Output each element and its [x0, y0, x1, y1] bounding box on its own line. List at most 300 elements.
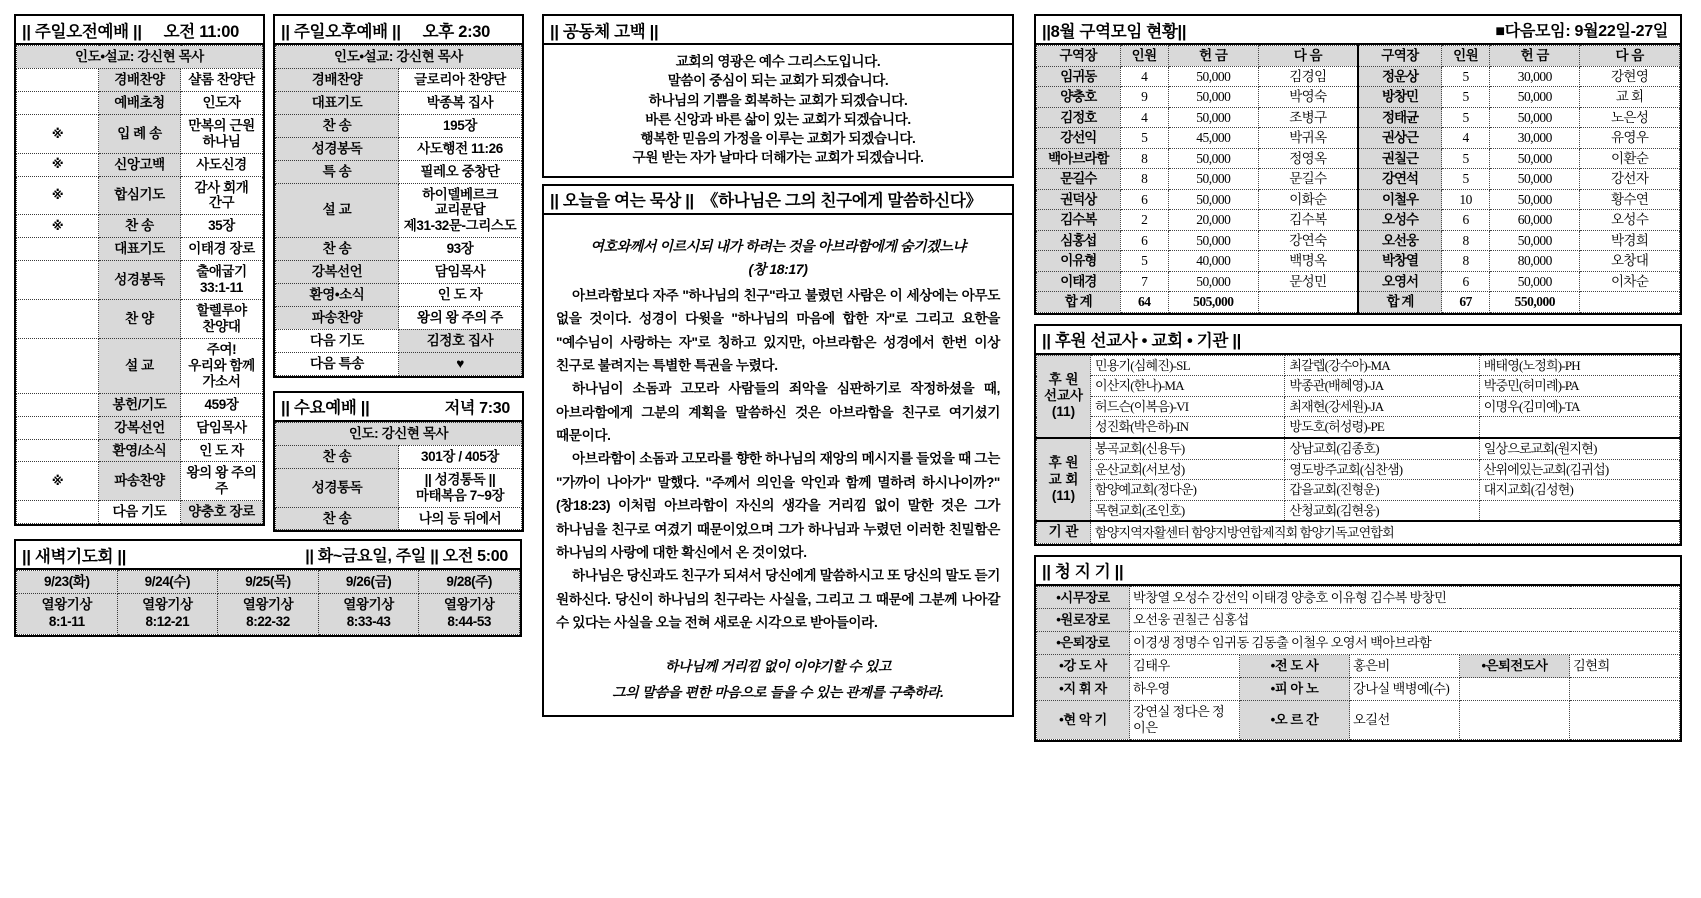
district-leader: 임귀동 — [1037, 66, 1121, 87]
district-row — [1037, 128, 1680, 149]
verse-text: 여호와께서 이르시되 내가 하려는 것을 아브라함에게 숨기겠느냐 — [590, 237, 966, 254]
confession-banner — [542, 14, 1014, 45]
district-header: 인원 — [1120, 46, 1168, 67]
order-row — [17, 462, 263, 501]
confession-line: 바른 신앙과 바른 삶이 있는 교회가 되겠습니다. — [645, 111, 911, 127]
order-value: 나의 등 뒤에서 — [399, 507, 522, 530]
district-next: 이화순 — [1258, 189, 1358, 210]
district-count: 4 — [1120, 66, 1168, 87]
district-leader: 양충호 — [1037, 87, 1121, 108]
district-leader: 권상근 — [1358, 128, 1442, 149]
district-offering: 50,000 — [1168, 107, 1258, 128]
missionary-cell: 최갈렙(강수아)-MA — [1285, 355, 1479, 376]
order-row — [276, 238, 522, 261]
district-row — [1037, 66, 1680, 87]
sunday-morning-time: 오전 11:00 — [163, 22, 240, 41]
order-label: 환영•소식 — [276, 284, 399, 307]
column-district — [1028, 14, 1688, 898]
dawn-reading: 열왕기상 8:22-32 — [218, 594, 319, 635]
order-label: 찬 송 — [276, 238, 399, 261]
order-value: 샬롬 찬양단 — [181, 68, 263, 91]
stewards-table — [1036, 586, 1680, 740]
order-label: 성경봉독 — [99, 261, 181, 300]
district-offering: 40,000 — [1168, 251, 1258, 272]
district-count: 5 — [1442, 169, 1490, 190]
order-value: 감사 회개 간구 — [181, 176, 263, 215]
district-count: 5 — [1120, 128, 1168, 149]
steward-role: •지 휘 자 — [1037, 678, 1130, 701]
district-leader: 김정호 — [1037, 107, 1121, 128]
next-special-value: ♥ — [399, 352, 522, 375]
church-row — [1037, 500, 1680, 521]
district-row — [1037, 251, 1680, 272]
missionary-cell: 성진화(박은하)-IN — [1091, 417, 1285, 438]
order-row — [17, 153, 263, 176]
order-value: 35장 — [181, 215, 263, 238]
steward-filler — [1460, 700, 1570, 739]
steward-role: •강 도 사 — [1037, 655, 1130, 678]
steward-filler — [1570, 700, 1680, 739]
order-row — [276, 307, 522, 330]
order-value: 만복의 근원 하나님 — [181, 114, 263, 153]
order-row — [276, 183, 522, 238]
district-offering: 50,000 — [1490, 107, 1580, 128]
order-value: 301장 / 405장 — [399, 445, 522, 468]
district-leader: 이유형 — [1037, 251, 1121, 272]
dawn-day: 9/28(주) — [419, 571, 520, 594]
order-label: 특 송 — [276, 160, 399, 183]
confession-line: 행복한 믿음의 가정을 이루는 교회가 되겠습니다. — [640, 131, 916, 147]
next-prayer-value: 양충호 장로 — [181, 501, 263, 524]
steward-role: •은퇴장로 — [1037, 632, 1130, 655]
district-offering: 20,000 — [1168, 210, 1258, 231]
order-label: 강복선언 — [276, 261, 399, 284]
district-table — [1036, 45, 1680, 313]
order-label: 입 례 송 — [99, 114, 181, 153]
order-value: || 성경통독 || 마태복음 7~9장 — [399, 468, 522, 507]
district-leader: 오영서 — [1358, 271, 1442, 292]
district-next: 박영숙 — [1258, 87, 1358, 108]
district-count: 5 — [1442, 66, 1490, 87]
order-value: 사도행전 11:26 — [399, 137, 522, 160]
district-next: 강선자 — [1580, 169, 1680, 190]
wednesday-title: || 수요예배 || — [281, 399, 370, 418]
missionary-cell: 배태영(노정희)-PH — [1479, 355, 1679, 376]
district-row — [1037, 210, 1680, 231]
church-row — [1037, 480, 1680, 501]
order-row — [276, 160, 522, 183]
order-mark: ※ — [17, 215, 99, 238]
sunday-afternoon-time: 오후 2:30 — [422, 22, 491, 41]
district-count: 8 — [1120, 169, 1168, 190]
district-leader: 방창민 — [1358, 87, 1442, 108]
support-title: || 후원 선교사 • 교회 • 기관 || — [1042, 332, 1241, 351]
church-row — [1037, 438, 1680, 459]
district-count: 6 — [1120, 189, 1168, 210]
order-value: 인 도 자 — [399, 284, 522, 307]
district-offering: 50,000 — [1490, 271, 1580, 292]
district-row — [1037, 148, 1680, 169]
steward-filler — [1570, 678, 1680, 701]
order-row — [276, 507, 522, 530]
total-next — [1580, 292, 1680, 313]
order-label: 경배찬양 — [276, 68, 399, 91]
district-offering: 50,000 — [1168, 87, 1258, 108]
order-row — [276, 445, 522, 468]
total-count: 64 — [1120, 292, 1168, 313]
dawn-reading: 열왕기상 8:1-11 — [17, 594, 118, 635]
district-leader: 정운상 — [1358, 66, 1442, 87]
total-label: 합 계 — [1037, 292, 1121, 313]
missionary-cell: 허드슨(이복음)-VI — [1091, 396, 1285, 417]
order-mark — [17, 68, 99, 91]
order-label: 설 교 — [99, 338, 181, 393]
order-mark — [17, 501, 99, 524]
district-next: 김수복 — [1258, 210, 1358, 231]
sunday-morning-order-table — [16, 45, 263, 524]
order-mark: ※ — [17, 153, 99, 176]
district-header: 헌 금 — [1168, 46, 1258, 67]
missionary-row — [1037, 376, 1680, 397]
missionary-cell — [1479, 417, 1679, 438]
order-value: 박종복 집사 — [399, 91, 522, 114]
district-next: 문성민 — [1258, 271, 1358, 292]
leader-row — [276, 422, 522, 445]
order-row — [276, 261, 522, 284]
order-value: 왕의 왕 주의 주 — [399, 307, 522, 330]
district-count: 5 — [1442, 148, 1490, 169]
leader-text: 인도•설교: 강신현 목사 — [276, 46, 522, 69]
agency-label: 기 관 — [1037, 521, 1091, 543]
order-row — [17, 68, 263, 91]
church-cell: 봉곡교회(신용두) — [1091, 438, 1285, 459]
order-value: 출애굽기 33:1-11 — [181, 261, 263, 300]
missionary-category-label: 후 원 선교사 (11) — [1037, 355, 1091, 438]
support-banner — [1034, 324, 1682, 355]
order-label: 봉헌/기도 — [99, 393, 181, 416]
order-row — [276, 137, 522, 160]
leader-row — [276, 46, 522, 69]
missionary-cell: 박중민(허미례)-PA — [1479, 376, 1679, 397]
order-mark — [17, 393, 99, 416]
district-next: 유영우 — [1580, 128, 1680, 149]
district-header: 다 음 — [1580, 46, 1680, 67]
district-offering: 50,000 — [1168, 148, 1258, 169]
steward-role: •현 악 기 — [1037, 700, 1130, 739]
order-value: 담임목사 — [181, 416, 263, 439]
district-next: 이차순 — [1580, 271, 1680, 292]
order-row — [276, 91, 522, 114]
steward-names: 강연실 정다은 정이은 — [1130, 700, 1240, 739]
order-label: 경배찬양 — [99, 68, 181, 91]
district-leader: 권덕상 — [1037, 189, 1121, 210]
steward-names: 오선웅 권칠근 심홍섭 — [1130, 609, 1680, 632]
district-count: 4 — [1442, 128, 1490, 149]
dawn-day: 9/26(금) — [318, 571, 419, 594]
church-cell: 상남교회(김종호) — [1285, 438, 1479, 459]
order-row — [17, 91, 263, 114]
sunday-morning-box — [14, 45, 265, 526]
support-table-box — [1034, 355, 1682, 546]
order-value: 459장 — [181, 393, 263, 416]
steward-role: •오 르 간 — [1240, 700, 1350, 739]
district-count: 5 — [1442, 87, 1490, 108]
agency-row — [1037, 521, 1680, 543]
order-mark: ※ — [17, 176, 99, 215]
district-leader: 정태균 — [1358, 107, 1442, 128]
stewards-title: || 청 지 기 || — [1042, 563, 1124, 582]
order-mark — [17, 300, 99, 339]
district-next: 이환순 — [1580, 148, 1680, 169]
district-title: ||8월 구역모임 현황|| — [1042, 22, 1187, 41]
steward-names: 김태우 — [1130, 655, 1240, 678]
district-offering: 60,000 — [1490, 210, 1580, 231]
order-row — [276, 68, 522, 91]
steward-role: •피 아 노 — [1240, 678, 1350, 701]
verse-reference: (창 18:17) — [748, 260, 808, 277]
steward-names: 이경생 정명수 임귀동 김동출 이철우 오영서 백아브라함 — [1130, 632, 1680, 655]
confession-line: 구원 받는 자가 날마다 더해가는 교회가 되겠습니다. — [632, 150, 924, 166]
order-label: 찬 송 — [276, 114, 399, 137]
missionary-cell: 박종관(배혜영)-JA — [1285, 376, 1479, 397]
next-special-label: 다음 특송 — [276, 352, 399, 375]
steward-names: 강나실 백병예(수) — [1350, 678, 1460, 701]
district-count: 8 — [1442, 230, 1490, 251]
district-total-row — [1037, 292, 1680, 313]
district-next: 정영옥 — [1258, 148, 1358, 169]
total-offering: 505,000 — [1168, 292, 1258, 313]
meditation-body-box — [542, 215, 1014, 718]
district-offering: 50,000 — [1490, 169, 1580, 190]
steward-names: 김현희 — [1570, 655, 1680, 678]
district-count: 6 — [1442, 271, 1490, 292]
order-value: 사도신경 — [181, 153, 263, 176]
church-cell: 함양예교회(정다운) — [1091, 480, 1285, 501]
leader-row — [17, 46, 263, 69]
confession-line: 교회의 영광은 예수 그리스도입니다. — [675, 54, 881, 69]
district-table-box — [1034, 45, 1682, 315]
meditation-paragraph: 하나님은 당신과도 친구가 되셔서 당신에게 말씀하시고 또 당신의 말도 듣기 원하신다. 당신이 하나님의 친구라는 사실을, 그리고 그 때문에 그분께 나아갈 수 있다는 사실을 오늘 전혀 새로운 시각으로 받아들이라. — [556, 568, 1000, 631]
district-offering: 45,000 — [1168, 128, 1258, 149]
dawn-prayer-title: || 새벽기도회 || — [22, 547, 127, 566]
district-row — [1037, 230, 1680, 251]
steward-names: 오길선 — [1350, 700, 1460, 739]
district-row — [1037, 189, 1680, 210]
meditation-subtitle: 《하나님은 그의 친구에게 말씀하신다》 — [701, 192, 982, 211]
order-label: 대표기도 — [276, 91, 399, 114]
district-leader: 강선익 — [1037, 128, 1121, 149]
order-row — [17, 176, 263, 215]
district-leader: 강연석 — [1358, 169, 1442, 190]
missionary-cell: 이산지(한나)-MA — [1091, 376, 1285, 397]
order-label: 찬 송 — [276, 507, 399, 530]
church-cell: 목현교회(조인호) — [1091, 500, 1285, 521]
steward-role: •은퇴전도사 — [1460, 655, 1570, 678]
district-next: 노은성 — [1580, 107, 1680, 128]
order-label: 강복선언 — [99, 416, 181, 439]
order-label: 환영/소식 — [99, 439, 181, 462]
district-count: 10 — [1442, 189, 1490, 210]
district-next: 강연숙 — [1258, 230, 1358, 251]
leader-text: 인도: 강신현 목사 — [276, 422, 522, 445]
next-prayer-value: 김정호 집사 — [399, 329, 522, 352]
order-label: 신앙고백 — [99, 153, 181, 176]
dawn-reading: 열왕기상 8:33-43 — [318, 594, 419, 635]
district-count: 9 — [1120, 87, 1168, 108]
order-mark: ※ — [17, 462, 99, 501]
district-count: 7 — [1120, 271, 1168, 292]
district-leader: 김수복 — [1037, 210, 1121, 231]
district-next: 오창대 — [1580, 251, 1680, 272]
district-leader: 이태경 — [1037, 271, 1121, 292]
order-row — [276, 468, 522, 507]
support-table — [1036, 355, 1680, 544]
missionary-row — [1037, 355, 1680, 376]
next-special-row — [276, 352, 522, 375]
district-next-meeting: ■다음모임: 9월22일-27일 — [1495, 23, 1668, 40]
district-next: 황수연 — [1580, 189, 1680, 210]
order-row — [17, 238, 263, 261]
district-leader: 박창열 — [1358, 251, 1442, 272]
steward-row — [1037, 700, 1680, 739]
missionary-row — [1037, 396, 1680, 417]
district-row — [1037, 169, 1680, 190]
district-offering: 50,000 — [1490, 230, 1580, 251]
district-offering: 50,000 — [1490, 148, 1580, 169]
district-next: 강현영 — [1580, 66, 1680, 87]
meditation-banner — [542, 184, 1014, 215]
sunday-morning-title: || 주일오전예배 || — [22, 22, 142, 41]
missionary-cell: 민용기(심혜진)-SL — [1091, 355, 1285, 376]
sunday-afternoon-order-table — [275, 45, 522, 376]
district-next: 박귀옥 — [1258, 128, 1358, 149]
meditation-paragraph: 아브라함이 소돔과 고모라를 향한 하나님의 재앙의 메시지를 들었을 때 그는 "가까이 나아가" 말했다. "주께서 의인을 악인과 함께 멸하려 하시나이까?"(창18:23) 이처럼 아브라함이 자신의 생각을 거리낌 없이 말한 것은 그가 하나님을 친구로 여겼기 때문이었으며 그가 하나님과 누렸던 이러한 친밀함은 하나님의 사랑에 대한 확신에서 온 것이었다. — [556, 451, 1001, 560]
order-value: 이태경 장로 — [181, 238, 263, 261]
order-mark — [17, 91, 99, 114]
district-count: 8 — [1442, 251, 1490, 272]
sunday-afternoon-title: || 주일오후예배 || — [281, 22, 401, 41]
district-leader: 문길수 — [1037, 169, 1121, 190]
meditation-title: || 오늘을 여는 묵상 || — [550, 192, 694, 211]
order-value: 195장 — [399, 114, 522, 137]
missionary-row — [1037, 417, 1680, 438]
dawn-prayer-schedule: || 화~금요일, 주일 || 오전 5:00 — [305, 548, 508, 566]
order-value: 인도자 — [181, 91, 263, 114]
district-header: 다 음 — [1258, 46, 1358, 67]
district-header: 구역장 — [1358, 46, 1442, 67]
church-cell: 운산교회(서보성) — [1091, 459, 1285, 480]
steward-role: •시무장로 — [1037, 586, 1130, 609]
order-label: 파송찬양 — [99, 462, 181, 501]
meditation-paragraph: 하나님이 소돔과 고모라 사람들의 죄악을 심판하기로 작정하셨을 때, 아브라함에게 그분의 계획을 말씀하신 것은 아브라함을 친구로 여기셨기 때문이다. — [556, 381, 1000, 444]
order-value: 주여! 우리와 함께 가소서 — [181, 338, 263, 393]
steward-names: 홍은비 — [1350, 655, 1460, 678]
district-count: 6 — [1442, 210, 1490, 231]
order-label: 찬 양 — [99, 300, 181, 339]
district-leader: 심홍섭 — [1037, 230, 1121, 251]
district-offering: 50,000 — [1168, 66, 1258, 87]
confession-line: 하나님의 기쁨을 회복하는 교회가 되겠습니다. — [648, 92, 908, 108]
district-count: 4 — [1120, 107, 1168, 128]
church-cell: 산청교회(김현웅) — [1285, 500, 1479, 521]
closing-line: 하나님께 거리낌 없이 이야기할 수 있고 — [664, 659, 892, 675]
order-value: 하이델베르크 교리문답 제31-32문-그리스도 — [399, 183, 522, 238]
district-header: 인원 — [1442, 46, 1490, 67]
stewards-table-box — [1034, 586, 1682, 742]
district-offering: 30,000 — [1490, 128, 1580, 149]
next-prayer-label: 다음 기도 — [276, 329, 399, 352]
district-leader: 오성수 — [1358, 210, 1442, 231]
church-row — [1037, 459, 1680, 480]
order-row — [17, 300, 263, 339]
order-value: 할렐루야 찬양대 — [181, 300, 263, 339]
district-leader: 이철우 — [1358, 189, 1442, 210]
total-label: 합 계 — [1358, 292, 1442, 313]
order-mark — [17, 338, 99, 393]
order-row — [17, 261, 263, 300]
district-header: 구역장 — [1037, 46, 1121, 67]
order-value: 왕의 왕 주의 주 — [181, 462, 263, 501]
dawn-day: 9/25(목) — [218, 571, 319, 594]
missionary-cell: 이명우(김미예)-TA — [1479, 396, 1679, 417]
steward-names: 하우영 — [1130, 678, 1240, 701]
steward-names: 박창열 오성수 강선익 이태경 양충호 이유형 김수복 방창민 — [1130, 586, 1680, 609]
church-cell: 산위에있는교회(김귀섭) — [1479, 459, 1679, 480]
district-count: 6 — [1120, 230, 1168, 251]
church-cell: 대지교회(김성현) — [1479, 480, 1679, 501]
church-category-label: 후 원 교 회 (11) — [1037, 438, 1091, 521]
district-leader: 권칠근 — [1358, 148, 1442, 169]
sunday-afternoon-banner — [273, 14, 524, 45]
order-row — [17, 114, 263, 153]
district-next: 문길수 — [1258, 169, 1358, 190]
dawn-reading: 열왕기상 8:44-53 — [419, 594, 520, 635]
order-mark — [17, 238, 99, 261]
leader-text: 인도•설교: 강신현 목사 — [17, 46, 263, 69]
steward-row — [1037, 632, 1680, 655]
district-next: 백명옥 — [1258, 251, 1358, 272]
missionary-cell: 방도호(허성령)-PE — [1285, 417, 1479, 438]
steward-row — [1037, 586, 1680, 609]
district-offering: 50,000 — [1490, 189, 1580, 210]
district-row — [1037, 87, 1680, 108]
order-label: 대표기도 — [99, 238, 181, 261]
district-next: 김경임 — [1258, 66, 1358, 87]
next-prayer-label: 다음 기도 — [99, 501, 181, 524]
district-next: 박경희 — [1580, 230, 1680, 251]
district-leader: 오선웅 — [1358, 230, 1442, 251]
district-offering: 50,000 — [1168, 271, 1258, 292]
sunday-afternoon-box — [273, 45, 524, 378]
steward-row — [1037, 609, 1680, 632]
total-count: 67 — [1442, 292, 1490, 313]
meditation-paragraphs — [556, 284, 1000, 635]
order-row — [17, 439, 263, 462]
district-offering: 30,000 — [1490, 66, 1580, 87]
order-row — [17, 393, 263, 416]
total-next — [1258, 292, 1358, 313]
order-row — [17, 416, 263, 439]
steward-role: •원로장로 — [1037, 609, 1130, 632]
stewards-banner — [1034, 555, 1682, 586]
order-value: 담임목사 — [399, 261, 522, 284]
column-meditation — [528, 14, 1028, 898]
church-cell: 갑을교회(진형운) — [1285, 480, 1479, 501]
order-label: 합심기도 — [99, 176, 181, 215]
district-leader: 백아브라함 — [1037, 148, 1121, 169]
total-offering: 550,000 — [1490, 292, 1580, 313]
dawn-day: 9/24(수) — [117, 571, 218, 594]
